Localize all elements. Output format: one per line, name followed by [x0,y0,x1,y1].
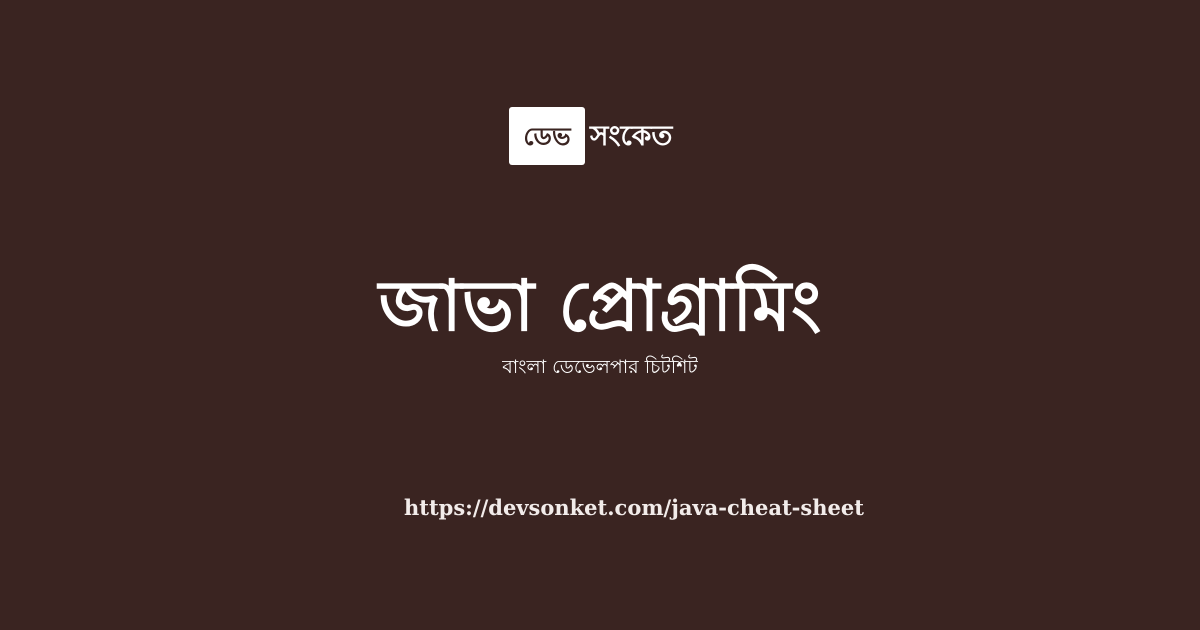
page-title: জাভা প্রোগ্রামিং [378,265,822,347]
logo-mark [509,107,585,165]
page-url-link[interactable]: https://devsonket.com/java-cheat-sheet [404,495,864,520]
brand-logo[interactable] [509,107,672,165]
logo-mark-text: ডেভ [523,121,571,151]
logo-wordmark: সংকেত [590,119,673,152]
page-subtitle: বাংলা ডেভেলপার চিটশিট [502,356,698,378]
